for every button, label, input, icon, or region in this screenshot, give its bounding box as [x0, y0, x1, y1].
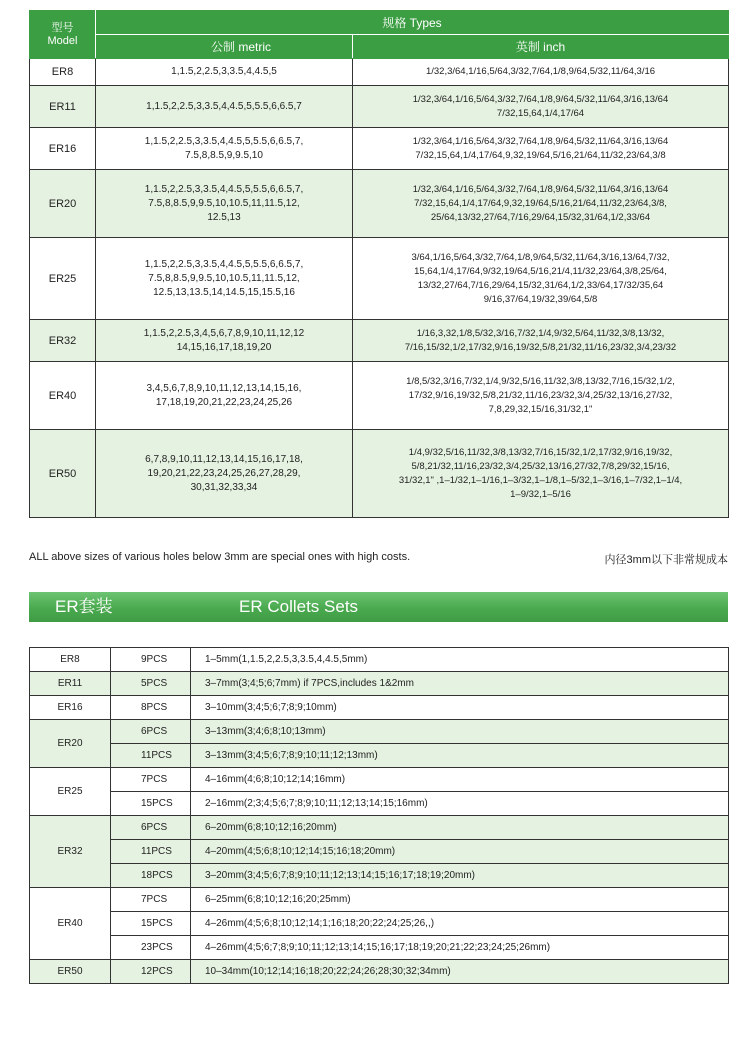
- set-model: ER11: [30, 672, 111, 696]
- model-header-cn: 型号: [51, 21, 74, 34]
- set-pieces: 15PCS: [111, 792, 191, 816]
- spec-row: [30, 59, 729, 86]
- spec-inch-sizes: [353, 86, 729, 128]
- set-size-range: 6–25mm(6;8;10;12;16;20;25mm): [191, 888, 729, 912]
- set-pieces: 12PCS: [111, 960, 191, 984]
- spec-metric-sizes-line: 30,31,32,33,34: [190, 481, 258, 493]
- spec-model: ER8: [30, 59, 96, 86]
- spec-inch-sizes-line: 1/32,3/64,1/16,5/64,3/32,7/64,1/8,9/64,5/32,11/64,3/16,13/64: [412, 135, 669, 147]
- spec-inch-sizes-line: 7/32,15,64,1/4,17/64: [496, 107, 585, 119]
- set-pieces: 5PCS: [111, 672, 191, 696]
- spec-inch-sizes-line: 1–9/32,1–5/16: [510, 488, 571, 500]
- spec-inch-sizes: [353, 430, 729, 518]
- spec-metric-sizes-line: 19,20,21,22,23,24,25,26,27,28,29,: [147, 467, 301, 479]
- spec-metric-sizes: [96, 128, 353, 170]
- spec-metric-sizes-line: 7.5,8,8.5,9,9.5,10,10.5,11,11.5,12,: [148, 197, 300, 209]
- set-row: [30, 792, 729, 816]
- spec-inch-sizes: [353, 320, 729, 362]
- set-size-range: 4–20mm(4;5;6;8;10;12;14;15;16;18;20mm): [191, 840, 729, 864]
- spec-metric-sizes-line: 17,18,19,20,21,22,23,24,25,26: [155, 396, 293, 408]
- spec-model: ER20: [30, 170, 96, 238]
- set-pieces: 8PCS: [111, 696, 191, 720]
- specification-table: [29, 10, 729, 518]
- types-header: 规格 Types: [96, 11, 729, 35]
- set-pieces: 11PCS: [111, 840, 191, 864]
- spec-row: [30, 238, 729, 320]
- spec-inch-sizes-line: 1/32,3/64,1/16,5/64,3/32,7/64,1/8,9/64,5/32,11/64,3/16,13/64: [412, 93, 669, 105]
- set-pieces: 7PCS: [111, 768, 191, 792]
- spec-metric-sizes-line: 12.5,13,13.5,14,14.5,15,15.5,16: [153, 286, 295, 298]
- spec-metric-sizes: [96, 86, 353, 128]
- set-pieces: 7PCS: [111, 888, 191, 912]
- spec-metric-sizes-line: 3,4,5,6,7,8,9,10,11,12,13,14,15,16,: [146, 382, 302, 394]
- set-size-range: 2–16mm(2;3;4;5;6;7;8;9;10;11;12;13;14;15;16mm): [191, 792, 729, 816]
- spec-inch-sizes: [353, 362, 729, 430]
- spec-model: ER25: [30, 238, 96, 320]
- spec-inch-sizes-line: 7,8,29,32,15/16,31/32,1": [488, 403, 593, 415]
- set-model: ER25: [30, 768, 111, 816]
- spec-inch-sizes-line: 9/16,37/64,19/32,39/64,5/8: [483, 293, 598, 305]
- set-pieces: 23PCS: [111, 936, 191, 960]
- spec-row: [30, 362, 729, 430]
- inch-header: 英制 inch: [353, 35, 729, 59]
- set-size-range: 3–20mm(3;4;5;6;7;8;9;10;11;12;13;14;15;16;17;18;19;20mm): [191, 864, 729, 888]
- note-english: ALL above sizes of various holes below 3mm are special ones with high costs.: [29, 551, 411, 563]
- set-model: ER50: [30, 960, 111, 984]
- spec-metric-sizes-line: 14,15,16,17,18,19,20: [176, 341, 272, 353]
- set-row: [30, 672, 729, 696]
- spec-metric-sizes-line: 7.5,8,8.5,9,9.5,10: [185, 149, 263, 161]
- spec-inch-sizes-line: 15,64,1/4,17/64,9/32,19/64,5/16,21/4,11/32,23/64,3/8,25/64,: [414, 265, 667, 277]
- set-model: ER20: [30, 720, 111, 768]
- spec-inch-sizes-line: 3/64,1/16,5/64,3/32,7/64,1/8,9/64,5/32,11/64,3/16,13/64,7/32,: [411, 251, 670, 263]
- set-size-range: 4–16mm(4;6;8;10;12;14;16mm): [191, 768, 729, 792]
- spec-metric-sizes: [96, 320, 353, 362]
- set-model: ER40: [30, 888, 111, 960]
- set-size-range: 10–34mm(10;12;14;16;18;20;22;24;26;28;30;32;34mm): [191, 960, 729, 984]
- spec-metric-sizes-line: 1,1.5,2,2.5,3,3.5,4,4.5,5,5.5,6,6.5,7: [146, 100, 302, 112]
- set-size-range: 3–10mm(3;4;5;6;7;8;9;10mm): [191, 696, 729, 720]
- spec-model: ER11: [30, 86, 96, 128]
- set-row: [30, 744, 729, 768]
- spec-model: ER32: [30, 320, 96, 362]
- spec-row: [30, 128, 729, 170]
- set-row: [30, 816, 729, 840]
- spec-inch-sizes-line: 1/32,3/64,1/16,5/64,3/32,7/64,1/8,9/64,5/32,11/64,3/16: [425, 66, 656, 77]
- set-pieces: 9PCS: [111, 648, 191, 672]
- spec-inch-sizes: [353, 128, 729, 170]
- set-size-range: 4–26mm(4;5;6;7;8;9;10;11;12;13;14;15;16;17;18;19;20;21;22;23;24;25;26mm): [191, 936, 729, 960]
- spec-metric-sizes-line: 1,1.5,2,2.5,3,4,5,6,7,8,9,10,11,12,12: [143, 327, 305, 339]
- specification-rows: [30, 59, 729, 518]
- spec-inch-sizes: [353, 170, 729, 238]
- set-row: [30, 720, 729, 744]
- metric-header: 公制 metric: [96, 35, 353, 59]
- spec-metric-sizes: [96, 238, 353, 320]
- set-row: [30, 960, 729, 984]
- set-pieces: 15PCS: [111, 912, 191, 936]
- set-row: [30, 768, 729, 792]
- spec-inch-sizes-line: 5/8,21/32,11/16,23/32,3/4,25/32,13/16,27/32,7/8,29/32,15/16,: [411, 460, 670, 472]
- spec-row: [30, 86, 729, 128]
- spec-metric-sizes-line: 1,1.5,2,2.5,3,3.5,4,4.5,5,5.5,6,6.5,7,: [144, 258, 304, 270]
- spec-model: ER50: [30, 430, 96, 518]
- set-row: [30, 864, 729, 888]
- spec-metric-sizes-line: 1,1.5,2,2.5,3,3.5,4,4.5,5: [171, 66, 277, 77]
- spec-metric-sizes-line: 1,1.5,2,2.5,3,3.5,4,4.5,5,5.5,6,6.5,7,: [144, 183, 304, 195]
- spec-inch-sizes-line: 1/8,5/32,3/16,7/32,1/4,9/32,5/16,11/32,3/8,13/32,7/16,15/32,1/2,: [406, 375, 675, 387]
- set-size-range: 4–26mm(4;5;6;8;10;12;14;1;16;18;20;22;24;25;26,,): [191, 912, 729, 936]
- set-size-range: 3–13mm(3;4;5;6;7;8;9;10;11;12;13mm): [191, 744, 729, 768]
- model-header-en: Model: [47, 34, 78, 47]
- set-model: ER8: [30, 648, 111, 672]
- set-row: [30, 696, 729, 720]
- set-row: [30, 840, 729, 864]
- spec-inch-sizes-line: 7/32,15,64,1/4,17/64,9,32,19/64,5/16,21/64,11/32,23/64,3/8,: [414, 197, 667, 209]
- spec-metric-sizes-line: 6,7,8,9,10,11,12,13,14,15,16,17,18,: [145, 453, 303, 465]
- spec-metric-sizes-line: 7.5,8,8.5,9,9.5,10,10.5,11,11.5,12,: [148, 272, 300, 284]
- set-pieces: 6PCS: [111, 720, 191, 744]
- note-chinese: 内径3mm以下非常规成本: [604, 554, 728, 566]
- spec-row: [30, 430, 729, 518]
- banner-title-en: ER Collets Sets: [239, 597, 359, 616]
- spec-metric-sizes: [96, 59, 353, 86]
- spec-metric-sizes: [96, 170, 353, 238]
- banner-title-cn: ER套装: [55, 597, 113, 616]
- set-size-range: 3–7mm(3;4;5;6;7mm) if 7PCS,includes 1&2mm: [191, 672, 729, 696]
- spec-inch-sizes-line: 7/16,15/32,1/2,17/32,9/16,19/32,5/8,21/32,11/16,23/32,3/4,23/32: [404, 341, 677, 353]
- spec-inch-sizes-line: 17/32,9/16,19/32,5/8,21/32,11/16,23/32,3/4,25/32,13/16,27/32,: [408, 389, 673, 401]
- spec-metric-sizes: [96, 362, 353, 430]
- set-row: [30, 936, 729, 960]
- spec-row: [30, 170, 729, 238]
- spec-row: [30, 320, 729, 362]
- spec-inch-sizes-line: 1/4,9/32,5/16,11/32,3/8,13/32,7/16,15/32,1/2,17/32,9/16,19/32,: [408, 446, 673, 458]
- set-pieces: 11PCS: [111, 744, 191, 768]
- set-model: ER16: [30, 696, 111, 720]
- spec-inch-sizes: [353, 59, 729, 86]
- spec-metric-sizes-line: 1,1.5,2,2.5,3,3.5,4,4.5,5,5.5,6,6.5,7,: [144, 135, 304, 147]
- set-pieces: 18PCS: [111, 864, 191, 888]
- set-size-range: 1–5mm(1,1.5,2,2.5,3,3.5,4,4.5,5mm): [191, 648, 729, 672]
- spec-inch-sizes: [353, 238, 729, 320]
- set-size-range: 3–13mm(3;4;6;8;10;13mm): [191, 720, 729, 744]
- spec-metric-sizes: [96, 430, 353, 518]
- spec-inch-sizes-line: 13/32,27/64,7/16,29/64,15/32,31/64,1/2,33/64,17/32/35,64: [417, 279, 664, 291]
- set-row: [30, 648, 729, 672]
- spec-model: ER16: [30, 128, 96, 170]
- set-row: [30, 888, 729, 912]
- spec-inch-sizes-line: 31/32,1" ,1–1/32,1–1/16,1–3/32,1–1/8,1–5/32,1–3/16,1–7/32,1–1/4,: [398, 474, 683, 486]
- model-header: [30, 11, 96, 59]
- spec-inch-sizes-line: 7/32,15,64,1/4,17/64,9,32,19/64,5/16,21/64,11/32,23/64,3/8: [415, 149, 666, 161]
- collet-sets-table: [29, 647, 729, 984]
- collet-sets-rows: [30, 648, 729, 984]
- spec-model: ER40: [30, 362, 96, 430]
- set-pieces: 6PCS: [111, 816, 191, 840]
- collet-sets-banner: [29, 592, 728, 622]
- spec-inch-sizes-line: 1/32,3/64,1/16,5/64,3/32,7/64,1/8,9/64,5/32,11/64,3/16,13/64: [412, 183, 669, 195]
- set-size-range: 6–20mm(6;8;10;12;16;20mm): [191, 816, 729, 840]
- spec-inch-sizes-line: 25/64,13/32,27/64,7/16,29/64,15/32,31/64,1/2,33/64: [430, 211, 651, 223]
- spec-metric-sizes-line: 12.5,13: [207, 211, 241, 223]
- spec-inch-sizes-line: 1/16,3,32,1/8,5/32,3/16,7/32,1/4,9/32,5/64,11/32,3/8,13/32,: [416, 327, 665, 339]
- set-model: ER32: [30, 816, 111, 888]
- set-row: [30, 912, 729, 936]
